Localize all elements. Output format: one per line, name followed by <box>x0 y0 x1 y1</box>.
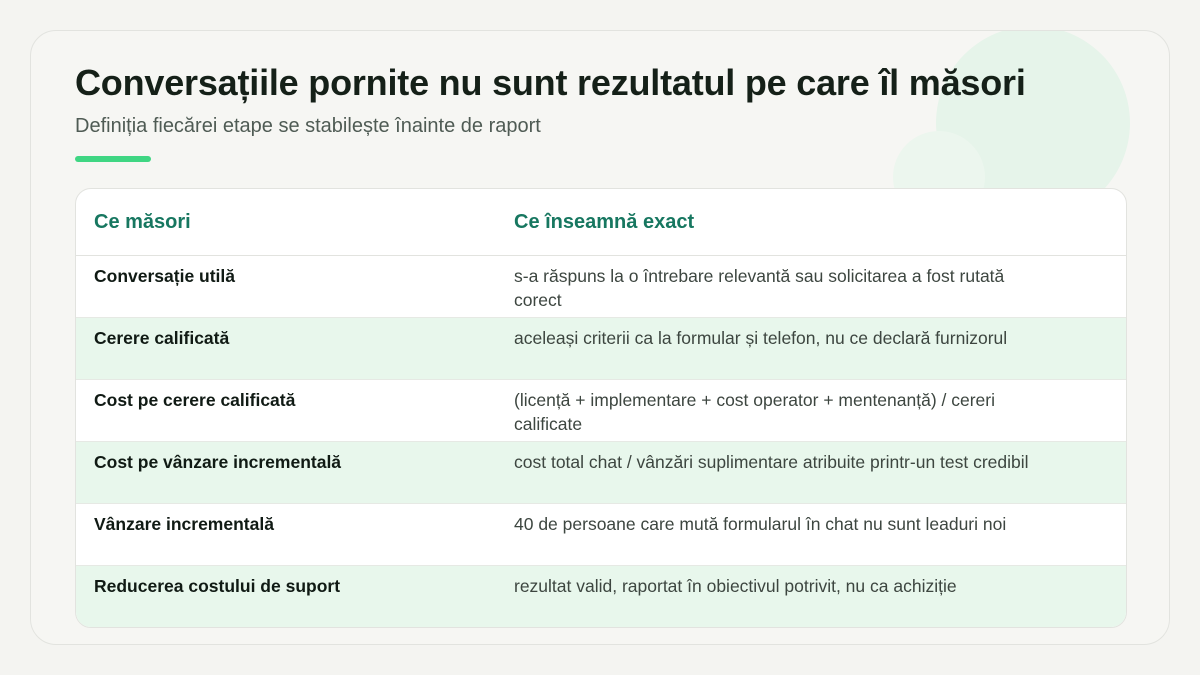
metric-cell: Reducerea costului de suport <box>76 566 496 628</box>
metric-cell: Cerere calificată <box>76 318 496 380</box>
table-row <box>76 566 1126 628</box>
table-row <box>76 442 1126 504</box>
page-subtitle: Definiția fiecărei etape se stabilește înainte de raport <box>75 115 541 137</box>
table-row <box>76 256 1126 318</box>
meaning-cell: rezultat valid, raportat în obiectivul potrivit, nu ca achiziție <box>496 566 1126 628</box>
accent-bar <box>75 156 151 162</box>
slide-card <box>30 30 1170 645</box>
metric-cell: Conversație utilă <box>76 256 496 318</box>
meaning-cell: s-a răspuns la o întrebare relevantă sau solicitarea a fost rutată corect <box>496 256 1126 318</box>
table <box>76 189 1126 628</box>
meaning-cell: (licență + implementare + cost operator + mentenanță) / cereri calificate <box>496 380 1126 442</box>
page-title: Conversațiile pornite nu sunt rezultatul pe care îl măsori <box>75 62 1026 103</box>
definitions-table <box>75 188 1127 628</box>
meaning-cell: aceleași criterii ca la formular și telefon, nu ce declară furnizorul <box>496 318 1126 380</box>
column-header-meaning: Ce înseamnă exact <box>496 189 1126 256</box>
table-row <box>76 380 1126 442</box>
metric-cell: Cost pe vânzare incrementală <box>76 442 496 504</box>
column-header-metric: Ce măsori <box>76 189 496 256</box>
metric-cell: Cost pe cerere calificată <box>76 380 496 442</box>
metric-cell: Vânzare incrementală <box>76 504 496 566</box>
table-header-row <box>76 189 1126 256</box>
meaning-cell: 40 de persoane care mută formularul în chat nu sunt leaduri noi <box>496 504 1126 566</box>
meaning-cell: cost total chat / vânzări suplimentare atribuite printr-un test credibil <box>496 442 1126 504</box>
table-row <box>76 504 1126 566</box>
table-row <box>76 318 1126 380</box>
